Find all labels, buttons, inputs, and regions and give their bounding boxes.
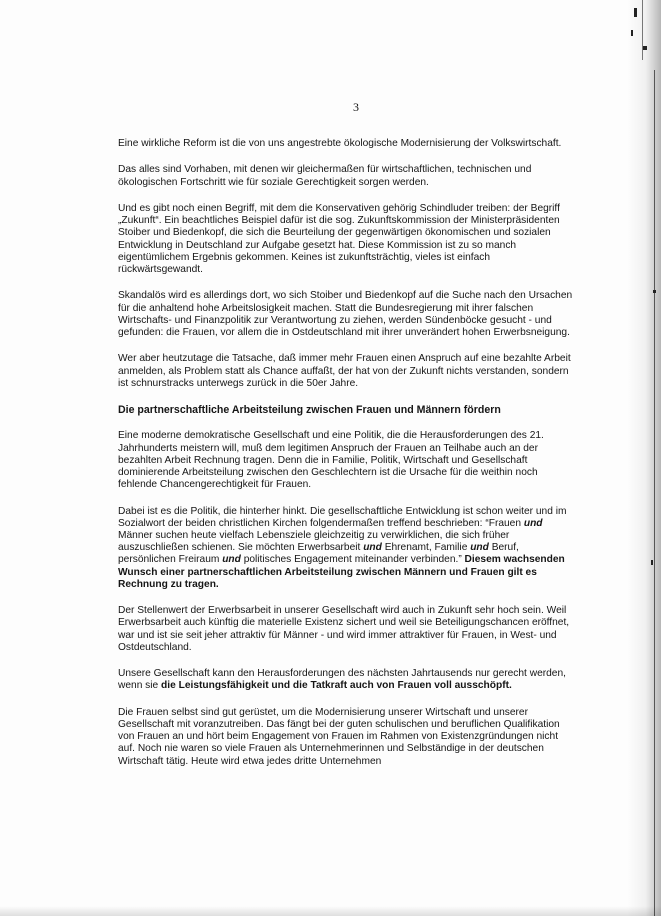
emphasis-text: und bbox=[363, 542, 382, 554]
text-run: Dabei ist es die Politik, die hinterher hinkt. Die gesellschaftliche Entwicklung ist schon weiter und im Sozialwort der beiden christlichen Kirchen folgendermaßen treffend beschrieben: “Frauen bbox=[118, 505, 567, 529]
paragraph bbox=[118, 203, 573, 276]
text-run: Und es gibt noch einen Begriff, mit dem die Konservativen gehörig Schindluder treiben: der Begriff „Zukunft“. Ein beachtliches Beispiel dafür ist die sog. Zukunftskommission der Ministerpräsidenten Stoiber und Biedenkopf, die sich die Beurteilung der gegenwärtigen ökonomischen und sozialen Entwicklung in Deutschland zur Aufgabe gesetzt hat. Diese Kommission ist zu so manch eigentümlichem Ergebnis gekommen. Keines ist zukunftsträchtig, vieles ist einfach rückwärtsgewandt. bbox=[118, 202, 560, 275]
scan-edge-line bbox=[654, 70, 655, 916]
bold-text: die Leistungsfähigkeit und die Tatkraft auch von Frauen voll ausschöpft. bbox=[161, 680, 512, 692]
text-run: politisches Engagement miteinander verbinden.” bbox=[240, 554, 465, 566]
scan-speck bbox=[651, 560, 653, 565]
text-run: Beruf, persönlichen Freiraum bbox=[118, 542, 519, 566]
text-run: Die partnerschaftliche Arbeitsteilung zwischen Frauen und Männern fördern bbox=[118, 404, 501, 417]
text-run: Wer aber heutzutage die Tatsache, daß immer mehr Frauen einen Anspruch auf eine bezahlte Arbeit anmelden, als Problem statt als Chance auffaßt, der hat von der Zukunft nichts verstanden, sondern ist schnurstracks unterwegs zurück in die 50er Jahre. bbox=[118, 353, 571, 389]
text-run: Männer suchen heute vielfach Lebensziele gleichzeitig zu verwirklichen, die sich früher auszuschließen schienen. Sie möchten Erwerbsarbeit bbox=[118, 530, 510, 554]
paragraph bbox=[118, 353, 573, 390]
paragraph bbox=[118, 430, 573, 491]
text-run: Das alles sind Vorhaben, mit denen wir gleichermaßen für wirtschaftlichen, technischen und ökologischen Fortschritt wie für soziale Gerechtigkeit sorgen werden. bbox=[118, 164, 532, 188]
text-run: Eine moderne demokratische Gesellschaft und eine Politik, die die Herausforderungen des 21. Jahrhunderts meistern will, muß dem legitimen Anspruch der Frauen an Teilhabe auch an der bezahlten Arbeit Rechnung tragen. Denn die in Familie, Politik, Wirtschaft und Gesellschaft dominierende Arbeitsteilung zwischen den Geschlechtern ist die Ursache für die weithin noch fehlende Chancengerechtigkeit für Frauen. bbox=[118, 430, 544, 491]
text-run: Die Frauen selbst sind gut gerüstet, um die Modernisierung unserer Wirtschaft und unserer Gesellschaft mit voranzutreiben. Das fängt bei der guten schulischen und beruflichen Qualifikation von Frauen an und hört beim Engagement von Frauen im Rahmen von Existenzgründungen nicht auf. Noch nie waren so viele Frauen als Unternehmerinnen und Selbständige in der deutschen Wirtschaft tätig. Heute wird etwa jedes dritte Unternehmen bbox=[118, 706, 560, 767]
paragraph bbox=[118, 138, 573, 150]
paragraph bbox=[118, 707, 573, 768]
text-run: Der Stellenwert der Erwerbsarbeit in unserer Gesellschaft wird auch in Zukunft sehr hoch sein. Weil Erwerbsarbeit auch künftig die materielle Existenz sichert und weil sie Beteiligungschancen eröffnet, war und ist sie seit jeher attraktiv für Männer - und wird immer attraktiver für Frauen, in West- und Ostdeutschland. bbox=[118, 605, 570, 653]
paragraph bbox=[118, 668, 573, 692]
text-run: Unsere Gesellschaft kann den Herausforderungen des nächsten Jahrtausends nur gerecht werden, wenn sie bbox=[118, 668, 566, 692]
text-run: Skandalös wird es allerdings dort, wo sich Stoiber und Biedenkopf auf die Suche nach den Ursachen für die anhaltend hohe Arbeitslosigkeit machen. Statt die Bundesregierung mit ihrer falschen Wirtschafts- und Finanzpolitik zur Verantwortung zu ziehen, werden Sündenböcke gesucht - und gefunden: die Frauen, vor allem die in Ostdeutschland mit ihrer unverändert hohen Erwerbsneigung. bbox=[118, 290, 573, 338]
emphasis-text: und bbox=[470, 542, 489, 554]
emphasis-text: und bbox=[222, 554, 241, 566]
paragraph bbox=[118, 164, 573, 188]
scan-speck bbox=[643, 46, 647, 50]
scan-edge-shadow bbox=[627, 0, 661, 916]
page-number: 3 bbox=[353, 100, 359, 114]
emphasis-text: und bbox=[523, 517, 543, 529]
scan-edge-mark bbox=[642, 0, 643, 60]
scan-speck bbox=[653, 290, 656, 293]
text-run: Ehrenamt, Familie bbox=[381, 542, 471, 554]
paragraph bbox=[118, 290, 573, 339]
page-body bbox=[118, 138, 573, 782]
bold-text: Diesem wachsenden Wunsch einer partnerschaftlichen Arbeitsteilung zwischen Männern und Frauen gilt es Rechnung zu tragen. bbox=[118, 554, 565, 590]
scan-speck bbox=[634, 8, 637, 17]
text-run: Eine wirkliche Reform ist die von uns angestrebte ökologische Modernisierung der Volkswirtschaft. bbox=[118, 138, 562, 149]
scan-bottom-band bbox=[0, 906, 661, 916]
scan-speck bbox=[631, 30, 633, 36]
section-heading bbox=[118, 404, 573, 416]
paragraph bbox=[118, 605, 573, 654]
paragraph bbox=[118, 506, 573, 591]
